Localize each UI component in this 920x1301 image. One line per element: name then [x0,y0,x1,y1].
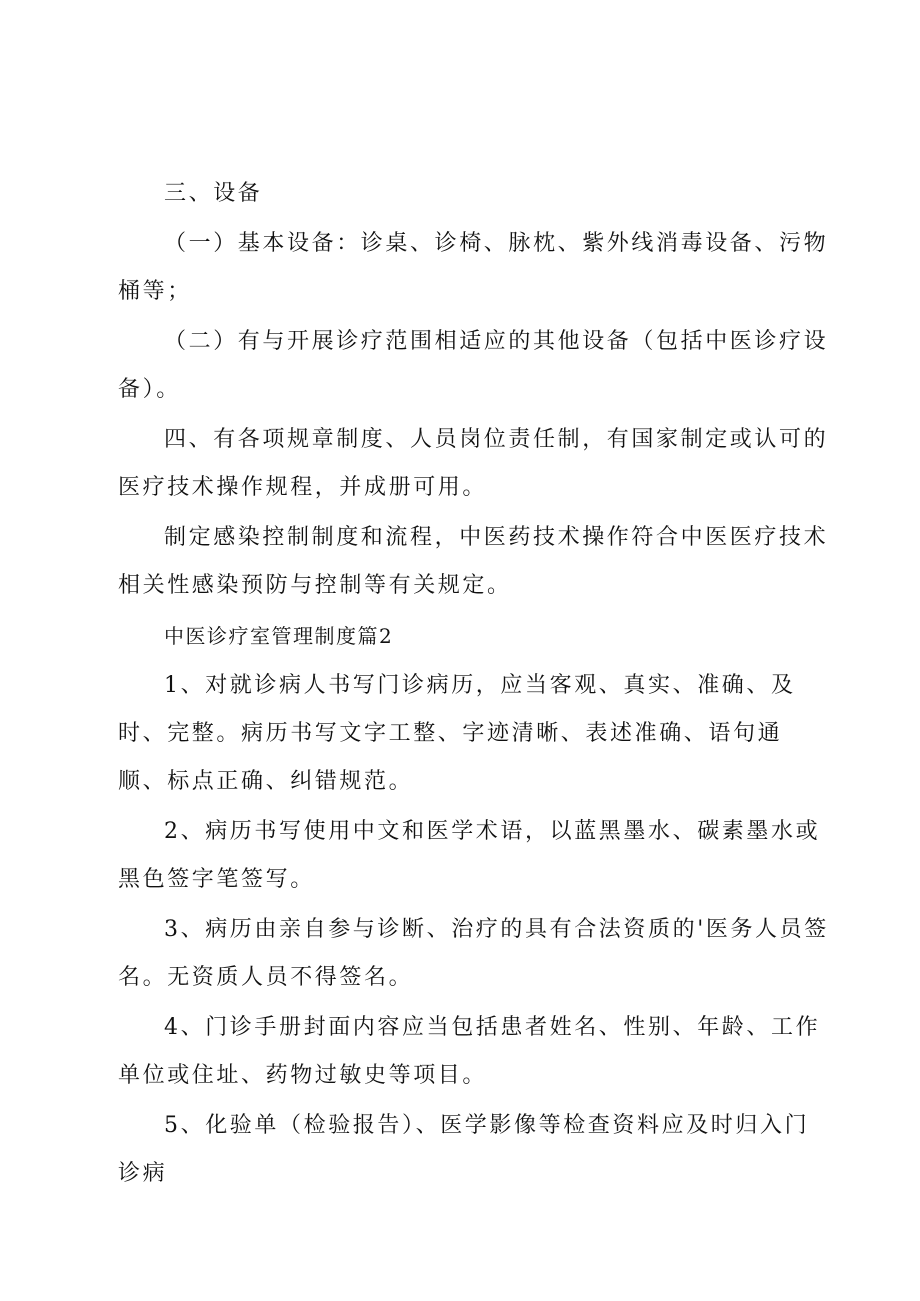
paragraph-equipment-heading: 三、设备 [164,181,263,206]
paragraph-item-5: 5、化验单（检验报告）、医学影像等检查资料应及时归入门诊病 [118,1113,810,1186]
paragraph-rules-regulations: 四、有各项规章制度、人员岗位责任制，有国家制定或认可的医疗技术操作规程，并成册可用。 [118,427,829,500]
paragraph-item-1: 1、对就诊病人书写门诊病历，应当客观、真实、准确、及时、完整。病历书写文字工整、字迹清晰、表述准确、语句通顺、标点正确、纠错规范。 [118,673,796,794]
paragraph-item-2: 2、病历书写使用中文和医学术语，以蓝黑墨水、碳素墨水或黑色签字笔签写。 [118,819,821,892]
paragraph-other-equipment: （二）有与开展诊疗范围相适应的其他设备（包括中医诊疗设备）。 [118,329,829,402]
paragraph-infection-control: 制定感染控制制度和流程，中医药技术操作符合中医医疗技术相关性感染预防与控制等有关规定。 [118,525,829,598]
paragraph-item-4: 4、门诊手册封面内容应当包括患者姓名、性别、年龄、工作单位或住址、药物过敏史等项目。 [118,1015,821,1088]
section-title: 中医诊疗室管理制度篇2 [164,624,394,648]
paragraph-item-3: 3、病历由亲自参与诊断、治疗的具有合法资质的'医务人员签名。无资质人员不得签名。 [118,917,829,990]
document-body [118,170,830,1198]
paragraph-basic-equipment: （一）基本设备：诊桌、诊椅、脉枕、紫外线消毒设备、污物桶等； [118,231,829,304]
